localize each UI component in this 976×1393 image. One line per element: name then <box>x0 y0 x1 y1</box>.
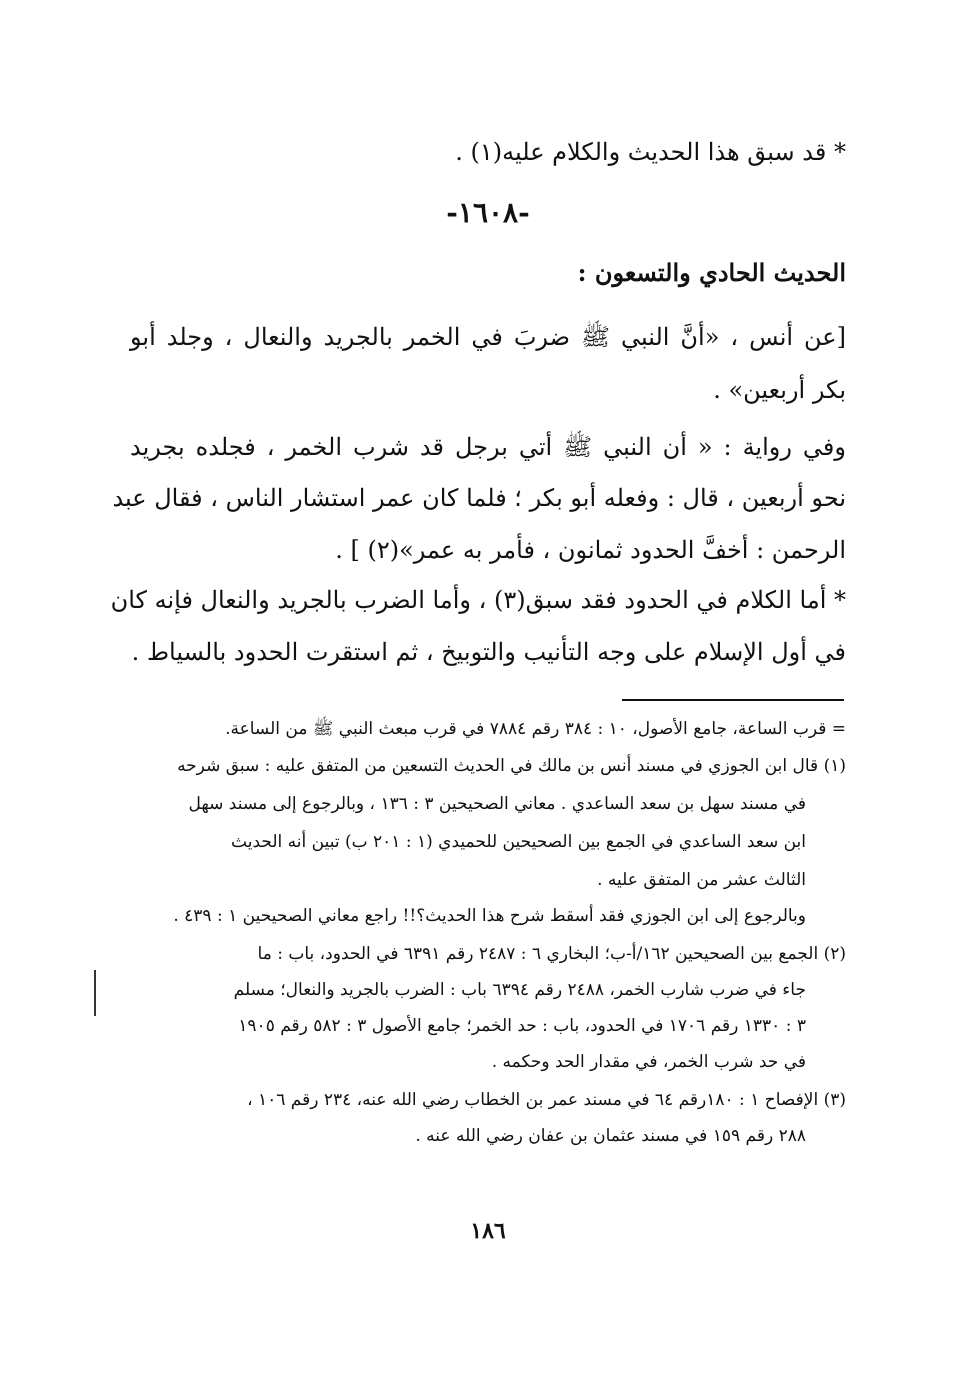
footnote-3-line-1: (٣) الإفصاح ١ : ١٨٠رقم ٦٤ في مسند عمر بن الخطاب رضي الله عنه، ٢٣٤ رقم ١٠٦ ، <box>247 1090 846 1110</box>
body-line-4: نحو أربعين ، قال : وفعله أبو بكر ؛ فلما كان عمر استشار الناس ، فقال عبد <box>112 484 846 512</box>
footnote-1-line-4: الثالث عشر من المتفق عليه . <box>597 870 806 890</box>
footnote-2-line-1: (٢) الجمع بين الصحيحين ١٦٢/أ-ب؛ البخاري ٦ : ٢٤٨٧ رقم ٦٣٩١ في الحدود، باب : ما <box>257 944 846 964</box>
footnote-2-line-3: ٣ : ١٣٣٠ رقم ١٧٠٦ في الحدود، باب : حد الخمر؛ جامع الأصول ٣ : ٥٨٢ رقم ١٩٠٥ <box>238 1016 806 1036</box>
body-line-6: * أما الكلام في الحدود فقد سبق(٣) ، وأما الضرب بالجريد والنعال فإنه كان <box>110 586 846 614</box>
body-line-5: الرحمن : أخفَّ الحدود ثمانون ، فأمر به عمر»(٢) ] . <box>335 536 846 564</box>
footnote-1-line-5: وبالرجوع إلى ابن الجوزي فقد أسقط شرح هذا الحديث؟!! راجع معاني الصحيحين ١ : ٤٣٩ . <box>173 906 806 926</box>
footnote-3-line-2: ٢٨٨ رقم ١٥٩ في مسند عثمان بن عفان رضي الله عنه . <box>415 1126 806 1146</box>
footnote-1-line-1: (١) قال ابن الجوزي في مسند أنس بن مالك في الحديث التسعين من المتفق عليه : سبق شرحه <box>177 756 846 776</box>
body-line-7: في أول الإسلام على وجه التأنيب والتوبيخ ، ثم استقرت الحدود بالسياط . <box>131 638 846 666</box>
footnote-separator <box>622 699 844 701</box>
footnote-1-line-3: ابن سعد الساعدي في الجمع بين الصحيحين للحميدي (١ : ٢٠١ ب) تبين أنه الحديث <box>231 832 806 852</box>
scan-edge-mark <box>94 970 96 1016</box>
footnote-1-line-2: في مسند سهل بن سعد الساعدي . معاني الصحيحين ٣ : ١٣٦ ، وبالرجوع إلى مسند سهل <box>188 794 806 814</box>
intro-line <box>455 138 846 166</box>
body-line-3: وفي رواية : « أن النبي ﷺ أتي برجل قد شرب الخمر ، فجلده بجريد <box>130 433 846 461</box>
section-heading: الحديث الحادي والتسعون : <box>577 258 846 287</box>
page-number: ١٨٦ <box>470 1218 506 1244</box>
intro-text: * قد سبق هذا الحديث والكلام عليه(١) . <box>455 138 846 166</box>
body-line-2: بكر أربعين» . <box>713 376 846 404</box>
body-line-1: [عن أنس ، «أنَّ النبي ﷺ ضربَ في الخمر بالجريد والنعال ، وجلد أبو <box>130 323 846 351</box>
footnote-2-line-2: جاء في ضرب شارب الخمر، ٢٤٨٨ رقم ٦٣٩٤ باب : الضرب بالجريد والنعال؛ مسلم <box>233 980 806 1000</box>
hadith-number: -١٦٠٨- <box>446 196 530 229</box>
footnote-2-line-4: في حد شرب الخمر، في مقدار الحد وحكمه . <box>491 1052 806 1072</box>
footnote-continuation: = قرب الساعة، جامع الأصول، ١٠ : ٣٨٤ رقم ٧٨٨٤ في قرب مبعث النبي ﷺ من الساعة. <box>225 719 846 739</box>
